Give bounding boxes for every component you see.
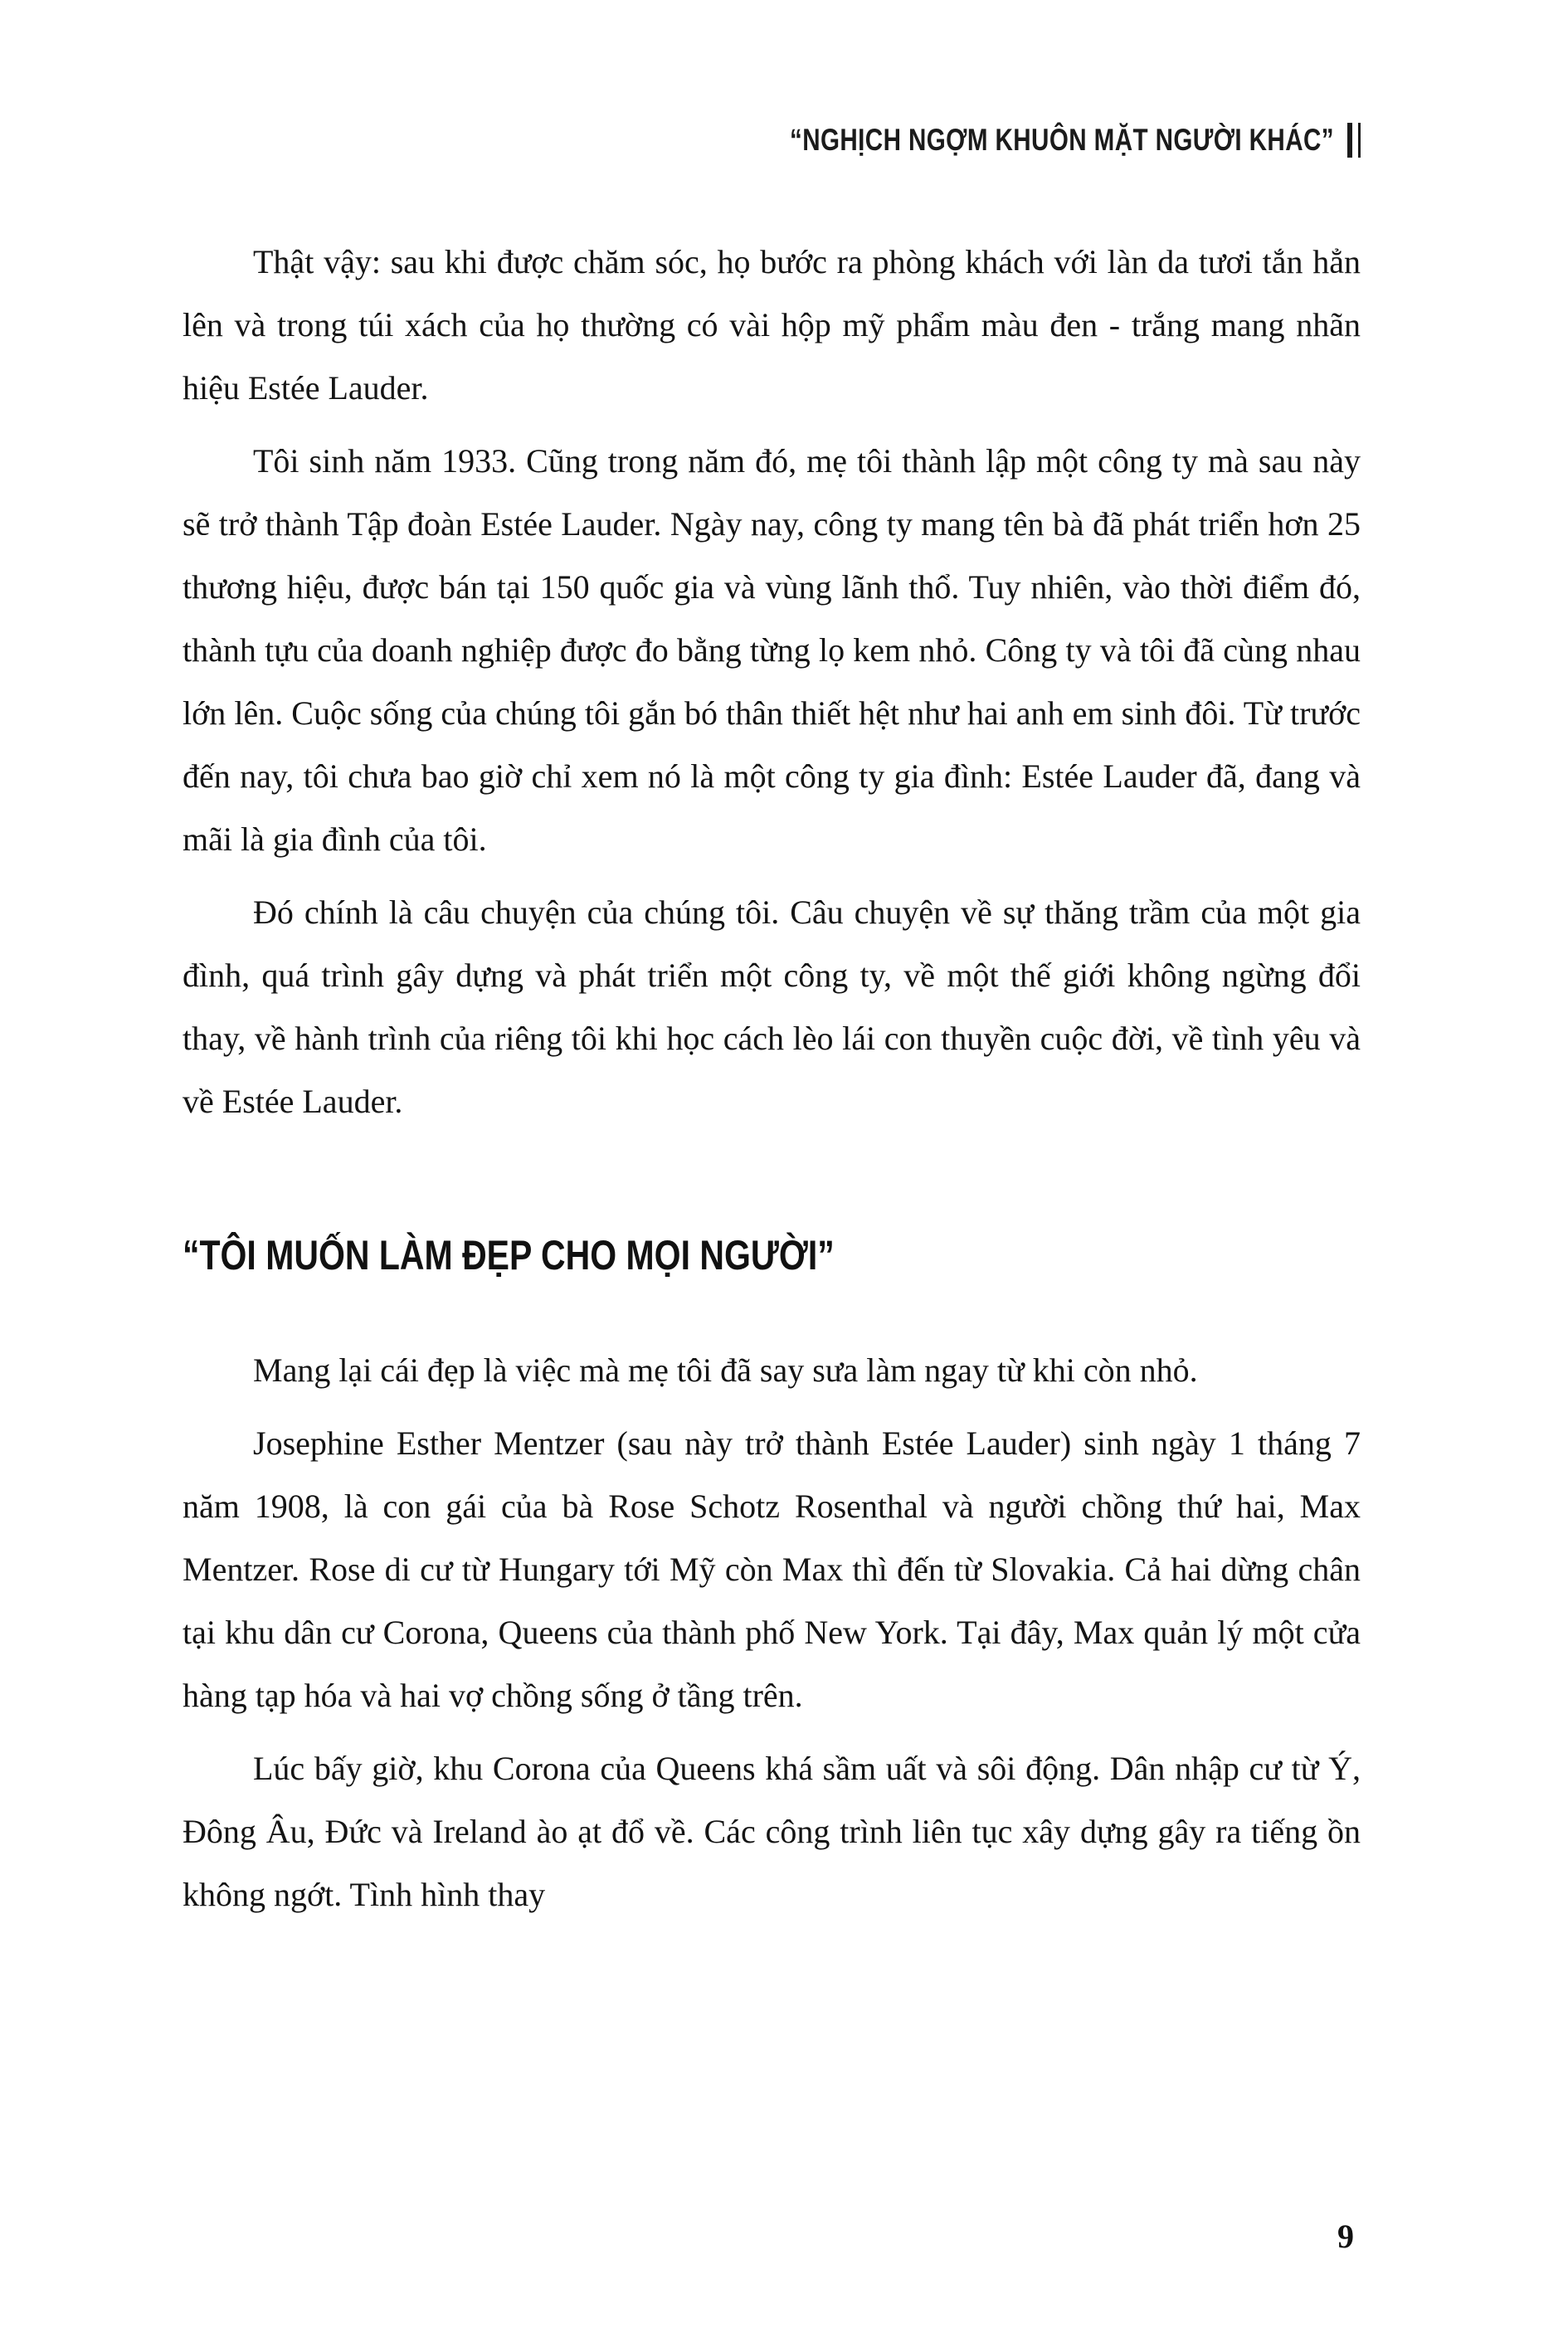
- paragraph-section-1: Mang lại cái đẹp là việc mà mẹ tôi đã say sưa làm ngay từ khi còn nhỏ.: [253, 1351, 1198, 1389]
- paragraph-intro-3: Đó chính là câu chuyện của chúng tôi. Câu chuyện về sự thăng trầm của một gia đình, quá trình gây dựng và phát triển một công ty, về một thế giới không ngừng đổi thay, về hành trình của riêng tôi khi học cách lèo lái con thuyền cuộc đời, về tình yêu và về Estée Lauder.: [183, 894, 1361, 1120]
- paragraph-section-3: Lúc bấy giờ, khu Corona của Queens khá sầm uất và sôi động. Dân nhập cư từ Ý, Đông Âu, Đức và Ireland ào ạt đổ về. Các công trình liên tục xây dựng gây ra tiếng ồn không ngớt. Tình hình thay: [183, 1750, 1361, 1913]
- section-heading: [183, 1231, 1361, 1279]
- page-body: [183, 176, 1361, 1936]
- paragraph-section-2: Josephine Esther Mentzer (sau này trở thành Estée Lauder) sinh ngày 1 tháng 7 năm 1908, là con gái của bà Rose Schotz Rosenthal và người chồng thứ hai, Max Mentzer. Rose di cư từ Hungary tới Mỹ còn Max thì đến từ Slovakia. Cả hai dừng chân tại khu dân cư Corona, Queens của thành phố New York. Tại đây, Max quản lý một cửa hàng tạp hóa và hai vợ chồng sống ở tầng trên.: [183, 1424, 1361, 1714]
- page-footer: [1337, 2217, 1354, 2256]
- page-number: 9: [1337, 2218, 1354, 2255]
- paragraph-intro-1: Thật vậy: sau khi được chăm sóc, họ bước ra phòng khách với làn da tươi tắn hẳn lên và trong túi xách của họ thường có vài hộp mỹ phẩm màu đen - trắng mang nhãn hiệu Estée Lauder.: [183, 243, 1361, 407]
- double-vertical-bar-icon: [1347, 123, 1361, 158]
- running-header: [183, 123, 1361, 158]
- paragraph-intro-2: Tôi sinh năm 1933. Cũng trong năm đó, mẹ tôi thành lập một công ty mà sau này sẽ trở thành Tập đoàn Estée Lauder. Ngày nay, công ty mang tên bà đã phát triển hơn 25 thương hiệu, được bán tại 150 quốc gia và vùng lãnh thổ. Tuy nhiên, vào thời điểm đó, thành tựu của doanh nghiệp được đo bằng từng lọ kem nhỏ. Công ty và tôi đã cùng nhau lớn lên. Cuộc sống của chúng tôi gắn bó thân thiết hệt như hai anh em sinh đôi. Từ trước đến nay, tôi chưa bao giờ chỉ xem nó là một công ty gia đình: Estée Lauder đã, đang và mãi là gia đình của tôi.: [183, 442, 1361, 858]
- section-heading-text: “TÔI MUỐN LÀM ĐẸP CHO MỌI NGƯỜI”: [183, 1232, 835, 1278]
- running-header-title: “NGHỊCH NGỢM KHUÔN MẶT NGƯỜI KHÁC”: [790, 123, 1334, 157]
